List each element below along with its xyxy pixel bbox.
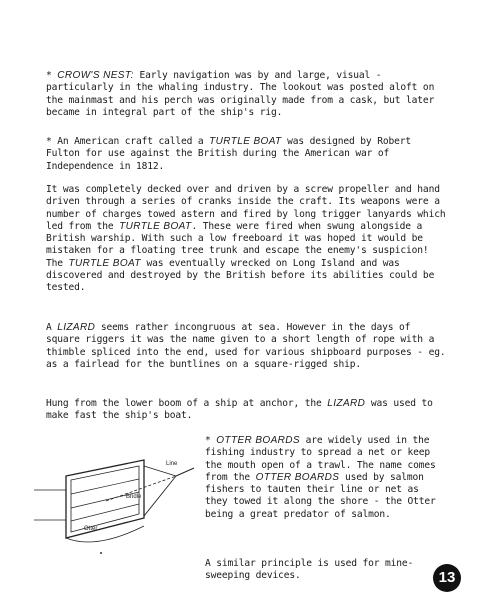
term-otter-boards: OTTER BOARDS: [255, 471, 340, 483]
term-turtle-boat: TURTLE BOAT: [68, 257, 141, 269]
lizard-paragraph: [46, 322, 446, 371]
paragraph-text: A: [46, 322, 58, 333]
paragraph-text: Early navigation was by and large, visual - particularly in the whaling industry. The lookout was posted aloft on the mainmast and his perch was originally made from a cask, but later became in integral part of the ship's rig.: [46, 70, 435, 118]
term-turtle-boat: TURTLE BOAT: [209, 136, 282, 147]
lizard-boat-paragraph: [46, 398, 446, 423]
label-bridle: Bridle: [126, 494, 142, 500]
label-line: Line: [166, 461, 178, 467]
paragraph-text: Hung from the lower boom of a ship at anchor, the: [46, 398, 328, 409]
crows-nest-paragraph: [46, 70, 446, 119]
paragraph-text: was used to make fast the ship's boat.: [46, 398, 433, 422]
paragraph-text: It was completely decked over and driven by a screw propeller and hand driven through a series of cranks inside the craft. Its weapons were a number of charges towed astern and fired by long trigger lanyards which led from the: [46, 184, 446, 232]
otter-board-diagram: [26, 446, 196, 556]
term-lizard: LIZARD: [327, 398, 366, 409]
term-crows-nest: CROW'S NEST:: [57, 70, 134, 81]
paragraph-text: seems rather incongruous at sea. However in the days of square riggers it was the name given to a short length of rope with a thimble spliced into the end, used for various shipboard purposes - eg. as a fairlead for the buntlines on a square-rigged ship.: [46, 322, 446, 370]
scan-speck: [100, 552, 102, 554]
label-otter: Otter: [84, 526, 98, 532]
term-lizard: LIZARD: [57, 322, 96, 333]
paragraph-text: are widely used in the fishing industry to spread a net or keep the mouth open of a trawl. The name comes from the: [205, 435, 436, 483]
paragraph-text: . These were fired when swung alongside a British warship. With such a low freeboard it was hoped it would be mistaken for a floating tree trunk and escape the enemy's suspicion! The: [46, 220, 429, 269]
bridle-upper: [144, 466, 176, 476]
paragraph-text: used by salmon fishers to tauten their line or net as they towed it along the shore - the Otter being a great predator of salmon.: [205, 471, 436, 520]
paragraph-text: was eventually wrecked on Long Island and was discovered and destroyed by the British before its abilities could be tested.: [46, 257, 435, 294]
page-number-badge: 13: [433, 564, 461, 592]
bullet: *: [46, 136, 52, 147]
mine-sweeping-paragraph: [205, 558, 445, 583]
tow-line: [176, 468, 194, 476]
otter-boards-paragraph: [205, 435, 445, 521]
paragraph-text: A similar principle is used for mine-sweeping devices.: [205, 558, 414, 582]
term-turtle-boat: TURTLE BOAT: [119, 220, 192, 232]
bullet: *: [46, 70, 52, 81]
paragraph-text: An American craft called a: [51, 136, 210, 147]
paragraph-text: was designed by Robert Fulton for use against the British during the American war of Independence in 1812.: [46, 136, 411, 172]
bullet: *: [205, 435, 211, 446]
term-otter-boards: OTTER BOARDS: [216, 435, 300, 446]
turtle-boat-intro-paragraph: [46, 136, 446, 173]
turtle-boat-detail-paragraph: [46, 184, 446, 295]
